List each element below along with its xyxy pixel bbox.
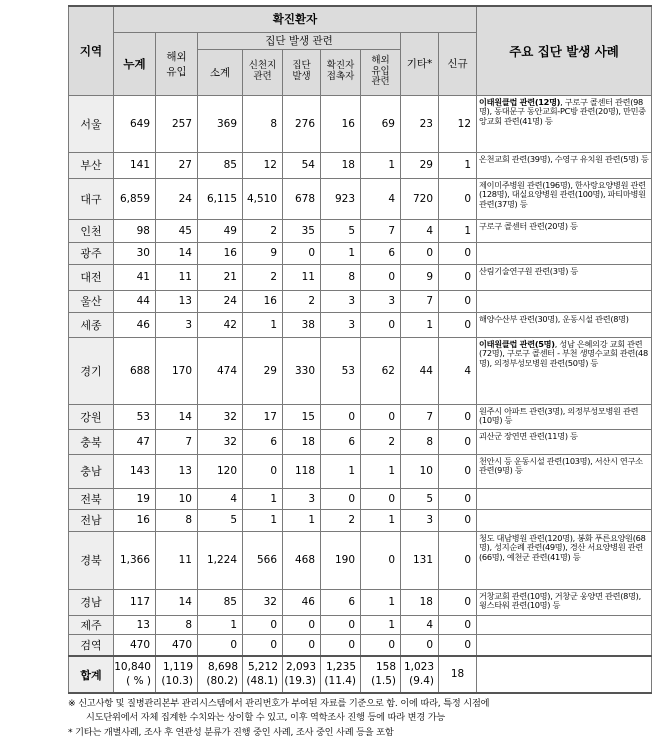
overseas-cell: 13 bbox=[156, 454, 198, 488]
total-cell: 98 bbox=[114, 219, 156, 242]
cluster-cell: 330 bbox=[283, 337, 321, 404]
overseas-cell: 45 bbox=[156, 219, 198, 242]
overseas-cell: 257 bbox=[156, 95, 198, 152]
new-cell: 0 bbox=[439, 488, 477, 509]
cluster-cell: 46 bbox=[283, 589, 321, 615]
contact-cell: 190 bbox=[321, 531, 361, 589]
other-cell: 10 bbox=[401, 454, 439, 488]
shincheonji-cell: 1 bbox=[243, 488, 283, 509]
header-total: 누계 bbox=[114, 32, 156, 95]
other-cell: 0 bbox=[401, 634, 439, 656]
confirmed-cases-table bbox=[68, 5, 652, 694]
new-cell: 0 bbox=[439, 615, 477, 634]
main-cases-cell bbox=[477, 242, 652, 264]
region-cell: 경남 bbox=[69, 589, 114, 615]
cases-highlight: 이태원클럽 관련(5명) bbox=[479, 338, 555, 349]
shincheonji-cell: 1 bbox=[243, 312, 283, 337]
other-cell: 44 bbox=[401, 337, 439, 404]
header-cluster: 집단 발생 bbox=[283, 49, 321, 95]
overseas-related-cell: 0 bbox=[361, 312, 401, 337]
region-cell: 전북 bbox=[69, 488, 114, 509]
table-row bbox=[69, 615, 652, 634]
header-other: 기타* bbox=[401, 32, 439, 95]
subtotal-cell: 1 bbox=[198, 615, 243, 634]
total-contact-pct: (11.4) bbox=[324, 674, 356, 687]
region-cell: 경기 bbox=[69, 337, 114, 404]
table-row bbox=[69, 312, 652, 337]
other-cell: 8 bbox=[401, 429, 439, 454]
overseas-related-cell: 3 bbox=[361, 290, 401, 312]
total-overseas: 1,119 bbox=[162, 661, 193, 674]
total-total: 10,840 bbox=[114, 661, 151, 674]
main-cases-cell bbox=[477, 531, 652, 589]
contact-cell: 18 bbox=[321, 152, 361, 178]
table-total bbox=[69, 656, 652, 693]
new-cell: 4 bbox=[439, 337, 477, 404]
overseas-related-cell: 1 bbox=[361, 589, 401, 615]
total-cell: 141 bbox=[114, 152, 156, 178]
table-row bbox=[69, 178, 652, 219]
shincheonji-cell: 4,510 bbox=[243, 178, 283, 219]
subtotal-cell: 120 bbox=[198, 454, 243, 488]
other-cell: 3 bbox=[401, 509, 439, 531]
total-cell: 44 bbox=[114, 290, 156, 312]
contact-cell: 16 bbox=[321, 95, 361, 152]
subtotal-cell: 85 bbox=[198, 589, 243, 615]
main-cases-cell bbox=[477, 509, 652, 531]
table-row bbox=[69, 429, 652, 454]
new-cell: 0 bbox=[439, 429, 477, 454]
cluster-cell: 2 bbox=[283, 290, 321, 312]
overseas-cell: 14 bbox=[156, 242, 198, 264]
contact-cell: 923 bbox=[321, 178, 361, 219]
region-cell: 인천 bbox=[69, 219, 114, 242]
shincheonji-cell: 29 bbox=[243, 337, 283, 404]
cases-text: , 구로구 콜센터 관련(98명), 동대문구 동안교회-PC방 관련(20명), 만민중앙교회 관련(41명) 등 bbox=[479, 96, 646, 127]
subtotal-cell: 21 bbox=[198, 264, 243, 290]
table-row bbox=[69, 152, 652, 178]
main-cases-cell bbox=[477, 404, 652, 429]
total-cell: 688 bbox=[114, 337, 156, 404]
overseas-cell: 24 bbox=[156, 178, 198, 219]
shincheonji-cell: 566 bbox=[243, 531, 283, 589]
contact-cell: 1 bbox=[321, 454, 361, 488]
main-cases-cell bbox=[477, 454, 652, 488]
subtotal-cell: 24 bbox=[198, 290, 243, 312]
total-cluster: 2,093 bbox=[285, 661, 316, 674]
main-cases-cell bbox=[477, 95, 652, 152]
new-cell: 0 bbox=[439, 312, 477, 337]
new-cell: 0 bbox=[439, 454, 477, 488]
cluster-cell: 18 bbox=[283, 429, 321, 454]
contact-cell: 8 bbox=[321, 264, 361, 290]
cases-text: 산림기술연구원 관련(3명) 등 bbox=[479, 265, 579, 276]
overseas-cell: 11 bbox=[156, 531, 198, 589]
total-subtotal: 8,698 bbox=[207, 661, 238, 674]
overseas-related-cell: 0 bbox=[361, 531, 401, 589]
cluster-cell: 0 bbox=[283, 242, 321, 264]
note-1-line-2: 시도단위에서 자체 집계한 수치와는 상이할 수 있고, 이후 역학조사 진행 등에 따라 변경 가능 bbox=[86, 712, 446, 724]
overseas-related-cell: 6 bbox=[361, 242, 401, 264]
overseas-cell: 3 bbox=[156, 312, 198, 337]
overseas-cell: 170 bbox=[156, 337, 198, 404]
overseas-cell: 10 bbox=[156, 488, 198, 509]
contact-cell: 1 bbox=[321, 242, 361, 264]
header-shincheonji: 신천지 관련 bbox=[243, 49, 283, 95]
total-cell: 117 bbox=[114, 589, 156, 615]
shincheonji-cell: 1 bbox=[243, 509, 283, 531]
region-cell: 광주 bbox=[69, 242, 114, 264]
overseas-related-cell: 4 bbox=[361, 178, 401, 219]
main-cases-cell bbox=[477, 429, 652, 454]
other-cell: 4 bbox=[401, 219, 439, 242]
region-cell: 충북 bbox=[69, 429, 114, 454]
header-confirmed: 확진환자 bbox=[114, 6, 477, 32]
overseas-cell: 14 bbox=[156, 404, 198, 429]
overseas-related-cell: 0 bbox=[361, 634, 401, 656]
contact-cell: 0 bbox=[321, 634, 361, 656]
overseas-related-cell: 7 bbox=[361, 219, 401, 242]
main-cases-cell bbox=[477, 290, 652, 312]
region-cell: 경북 bbox=[69, 531, 114, 589]
main-cases-cell bbox=[477, 264, 652, 290]
total-cell: 30 bbox=[114, 242, 156, 264]
new-cell: 1 bbox=[439, 152, 477, 178]
table-body bbox=[69, 95, 652, 656]
cases-text: 괴산군 장연면 관련(11명) 등 bbox=[479, 430, 578, 441]
note-2: * 기타는 개별사례, 조사 후 연관성 분류가 진행 중인 사례, 조사 중인 사례 등을 포함 bbox=[68, 726, 394, 738]
header-overseas: 해외 유입 bbox=[156, 32, 198, 95]
other-cell: 720 bbox=[401, 178, 439, 219]
overseas-related-cell: 1 bbox=[361, 454, 401, 488]
cluster-cell: 118 bbox=[283, 454, 321, 488]
note-1-line-1: ※ 신고사항 및 질병관리본부 관리시스템에서 관리번호가 부여된 자료를 기준으로 함. 이에 따라, 특정 시점에 bbox=[68, 698, 490, 709]
cases-text: 구로구 콜센터 관련(20명) 등 bbox=[479, 220, 578, 231]
overseas-related-cell: 0 bbox=[361, 264, 401, 290]
subtotal-cell: 1,224 bbox=[198, 531, 243, 589]
cluster-cell: 678 bbox=[283, 178, 321, 219]
other-cell: 18 bbox=[401, 589, 439, 615]
table-row bbox=[69, 454, 652, 488]
cluster-cell: 35 bbox=[283, 219, 321, 242]
table-row bbox=[69, 290, 652, 312]
overseas-related-cell: 69 bbox=[361, 95, 401, 152]
total-total-pct: ( % ) bbox=[126, 674, 151, 687]
cases-text: 청도 대남병원 관련(120명), 봉화 푸른요양원(68명), 성지순례 관련(49명), 경산 서요양병원 관련(66명), 예천군 관련(41명) 등 bbox=[479, 532, 646, 563]
table-row bbox=[69, 242, 652, 264]
region-cell: 제주 bbox=[69, 615, 114, 634]
cluster-cell: 38 bbox=[283, 312, 321, 337]
total-shincheonji-pct: (48.1) bbox=[246, 674, 278, 687]
new-cell: 1 bbox=[439, 219, 477, 242]
contact-cell: 6 bbox=[321, 589, 361, 615]
total-cell: 6,859 bbox=[114, 178, 156, 219]
main-cases-cell bbox=[477, 337, 652, 404]
new-cell: 0 bbox=[439, 264, 477, 290]
cases-text: 온천교회 관련(39명), 수영구 유치원 관련(5명) 등 bbox=[479, 153, 649, 164]
subtotal-cell: 16 bbox=[198, 242, 243, 264]
other-cell: 29 bbox=[401, 152, 439, 178]
subtotal-cell: 474 bbox=[198, 337, 243, 404]
shincheonji-cell: 9 bbox=[243, 242, 283, 264]
region-cell: 울산 bbox=[69, 290, 114, 312]
header-cluster-group: 집단 발생 관련 bbox=[198, 32, 401, 49]
overseas-related-cell: 0 bbox=[361, 404, 401, 429]
total-subtotal-pct: (80.2) bbox=[206, 674, 238, 687]
total-new: 18 bbox=[439, 656, 477, 693]
overseas-cell: 7 bbox=[156, 429, 198, 454]
main-cases-cell bbox=[477, 178, 652, 219]
cluster-cell: 54 bbox=[283, 152, 321, 178]
region-cell: 부산 bbox=[69, 152, 114, 178]
region-cell: 전남 bbox=[69, 509, 114, 531]
cluster-cell: 0 bbox=[283, 615, 321, 634]
total-other: 1,023 bbox=[403, 661, 434, 674]
subtotal-cell: 5 bbox=[198, 509, 243, 531]
contact-cell: 5 bbox=[321, 219, 361, 242]
total-cell: 19 bbox=[114, 488, 156, 509]
main-cases-cell bbox=[477, 634, 652, 656]
new-cell: 0 bbox=[439, 290, 477, 312]
cases-text: 거창교회 관련(10명), 거창군 웅양면 관련(8명), 윙스타워 관련(10명) 등 bbox=[479, 590, 641, 611]
contact-cell: 2 bbox=[321, 509, 361, 531]
header-main-cases: 주요 집단 발생 사례 bbox=[477, 6, 652, 95]
contact-cell: 0 bbox=[321, 615, 361, 634]
total-cell: 47 bbox=[114, 429, 156, 454]
total-cell: 13 bbox=[114, 615, 156, 634]
shincheonji-cell: 32 bbox=[243, 589, 283, 615]
total-cell: 46 bbox=[114, 312, 156, 337]
total-overseas-related: 158 bbox=[375, 661, 396, 674]
new-cell: 0 bbox=[439, 531, 477, 589]
header-overseas-related: 해외 유입 관련 bbox=[361, 49, 401, 95]
cluster-cell: 1 bbox=[283, 509, 321, 531]
total-cell: 41 bbox=[114, 264, 156, 290]
overseas-related-cell: 1 bbox=[361, 615, 401, 634]
total-cell: 16 bbox=[114, 509, 156, 531]
contact-cell: 3 bbox=[321, 312, 361, 337]
overseas-related-cell: 1 bbox=[361, 152, 401, 178]
table-row bbox=[69, 404, 652, 429]
overseas-cell: 27 bbox=[156, 152, 198, 178]
shincheonji-cell: 6 bbox=[243, 429, 283, 454]
subtotal-cell: 49 bbox=[198, 219, 243, 242]
table-row bbox=[69, 509, 652, 531]
overseas-cell: 14 bbox=[156, 589, 198, 615]
cluster-cell: 15 bbox=[283, 404, 321, 429]
contact-cell: 0 bbox=[321, 404, 361, 429]
shincheonji-cell: 8 bbox=[243, 95, 283, 152]
shincheonji-cell: 0 bbox=[243, 634, 283, 656]
cluster-cell: 11 bbox=[283, 264, 321, 290]
region-cell: 강원 bbox=[69, 404, 114, 429]
table-row bbox=[69, 337, 652, 404]
shincheonji-cell: 16 bbox=[243, 290, 283, 312]
new-cell: 0 bbox=[439, 242, 477, 264]
shincheonji-cell: 17 bbox=[243, 404, 283, 429]
cases-text: 천안시 등 운동시설 관련(103명), 서산시 연구소 관련(9명) 등 bbox=[479, 455, 643, 476]
overseas-cell: 11 bbox=[156, 264, 198, 290]
table-row bbox=[69, 95, 652, 152]
table-row bbox=[69, 264, 652, 290]
shincheonji-cell: 2 bbox=[243, 219, 283, 242]
shincheonji-cell: 12 bbox=[243, 152, 283, 178]
new-cell: 0 bbox=[439, 589, 477, 615]
total-overseas-related-pct: (1.5) bbox=[371, 674, 396, 687]
main-cases-cell bbox=[477, 615, 652, 634]
subtotal-cell: 32 bbox=[198, 404, 243, 429]
subtotal-cell: 32 bbox=[198, 429, 243, 454]
other-cell: 5 bbox=[401, 488, 439, 509]
new-cell: 12 bbox=[439, 95, 477, 152]
shincheonji-cell: 0 bbox=[243, 615, 283, 634]
cluster-cell: 276 bbox=[283, 95, 321, 152]
new-cell: 0 bbox=[439, 509, 477, 531]
overseas-cell: 8 bbox=[156, 509, 198, 531]
main-cases-cell bbox=[477, 488, 652, 509]
table-row bbox=[69, 531, 652, 589]
total-label: 합계 bbox=[69, 656, 114, 693]
subtotal-cell: 42 bbox=[198, 312, 243, 337]
total-other-pct: (9.4) bbox=[409, 674, 434, 687]
table-header bbox=[69, 6, 652, 95]
overseas-related-cell: 62 bbox=[361, 337, 401, 404]
total-cell: 470 bbox=[114, 634, 156, 656]
region-cell: 검역 bbox=[69, 634, 114, 656]
subtotal-cell: 6,115 bbox=[198, 178, 243, 219]
new-cell: 0 bbox=[439, 634, 477, 656]
total-cluster-pct: (19.3) bbox=[284, 674, 316, 687]
subtotal-cell: 85 bbox=[198, 152, 243, 178]
cases-text: 원주시 아파트 관련(3명), 의정부성모병원 관련(10명) 등 bbox=[479, 405, 639, 426]
overseas-cell: 13 bbox=[156, 290, 198, 312]
shincheonji-cell: 2 bbox=[243, 264, 283, 290]
total-cell: 1,366 bbox=[114, 531, 156, 589]
region-cell: 대전 bbox=[69, 264, 114, 290]
subtotal-cell: 0 bbox=[198, 634, 243, 656]
other-cell: 7 bbox=[401, 404, 439, 429]
cluster-cell: 0 bbox=[283, 634, 321, 656]
main-cases-cell bbox=[477, 312, 652, 337]
new-cell: 0 bbox=[439, 404, 477, 429]
shincheonji-cell: 0 bbox=[243, 454, 283, 488]
total-cell: 649 bbox=[114, 95, 156, 152]
header-region: 지역 bbox=[69, 6, 114, 95]
total-contact: 1,235 bbox=[325, 661, 356, 674]
footnotes bbox=[68, 697, 651, 740]
header-subtotal: 소계 bbox=[198, 49, 243, 95]
region-cell: 대구 bbox=[69, 178, 114, 219]
contact-cell: 0 bbox=[321, 488, 361, 509]
cases-text: , 성남 은혜의강 교회 관련(72명), 구로구 콜센터 - 부천 생명수교회 관련(48명), 의정부성모병원 관련(50명) 등 bbox=[479, 338, 648, 369]
contact-cell: 3 bbox=[321, 290, 361, 312]
table-row bbox=[69, 488, 652, 509]
main-cases-cell bbox=[477, 219, 652, 242]
region-cell: 세종 bbox=[69, 312, 114, 337]
region-cell: 서울 bbox=[69, 95, 114, 152]
cases-text: 제이미주병원 관련(196명), 한사랑요양병원 관련(128명), 대실요양병원 관련(100명), 파티마병원 관련(37명) 등 bbox=[479, 179, 646, 210]
case-table-container bbox=[68, 5, 651, 740]
main-cases-cell bbox=[477, 589, 652, 615]
table-row bbox=[69, 589, 652, 615]
total-cell: 53 bbox=[114, 404, 156, 429]
main-cases-cell bbox=[477, 152, 652, 178]
other-cell: 23 bbox=[401, 95, 439, 152]
other-cell: 7 bbox=[401, 290, 439, 312]
header-new: 신규 bbox=[439, 32, 477, 95]
overseas-related-cell: 0 bbox=[361, 488, 401, 509]
header-contact: 확진자 접촉자 bbox=[321, 49, 361, 95]
overseas-cell: 470 bbox=[156, 634, 198, 656]
cases-highlight: 이태원클럽 관련(12명) bbox=[479, 96, 561, 107]
cluster-cell: 468 bbox=[283, 531, 321, 589]
total-shincheonji: 5,212 bbox=[247, 661, 278, 674]
total-cases bbox=[477, 656, 652, 693]
other-cell: 9 bbox=[401, 264, 439, 290]
overseas-related-cell: 1 bbox=[361, 509, 401, 531]
overseas-related-cell: 2 bbox=[361, 429, 401, 454]
total-row bbox=[69, 656, 652, 693]
total-overseas-pct: (10.3) bbox=[161, 674, 193, 687]
overseas-cell: 8 bbox=[156, 615, 198, 634]
cluster-cell: 3 bbox=[283, 488, 321, 509]
contact-cell: 6 bbox=[321, 429, 361, 454]
table-row bbox=[69, 634, 652, 656]
new-cell: 0 bbox=[439, 178, 477, 219]
other-cell: 1 bbox=[401, 312, 439, 337]
table-row bbox=[69, 219, 652, 242]
other-cell: 4 bbox=[401, 615, 439, 634]
other-cell: 131 bbox=[401, 531, 439, 589]
total-cell: 143 bbox=[114, 454, 156, 488]
subtotal-cell: 4 bbox=[198, 488, 243, 509]
contact-cell: 53 bbox=[321, 337, 361, 404]
region-cell: 충남 bbox=[69, 454, 114, 488]
other-cell: 0 bbox=[401, 242, 439, 264]
cases-text: 해양수산부 관련(30명), 운동시설 관련(8명) bbox=[479, 313, 629, 324]
subtotal-cell: 369 bbox=[198, 95, 243, 152]
